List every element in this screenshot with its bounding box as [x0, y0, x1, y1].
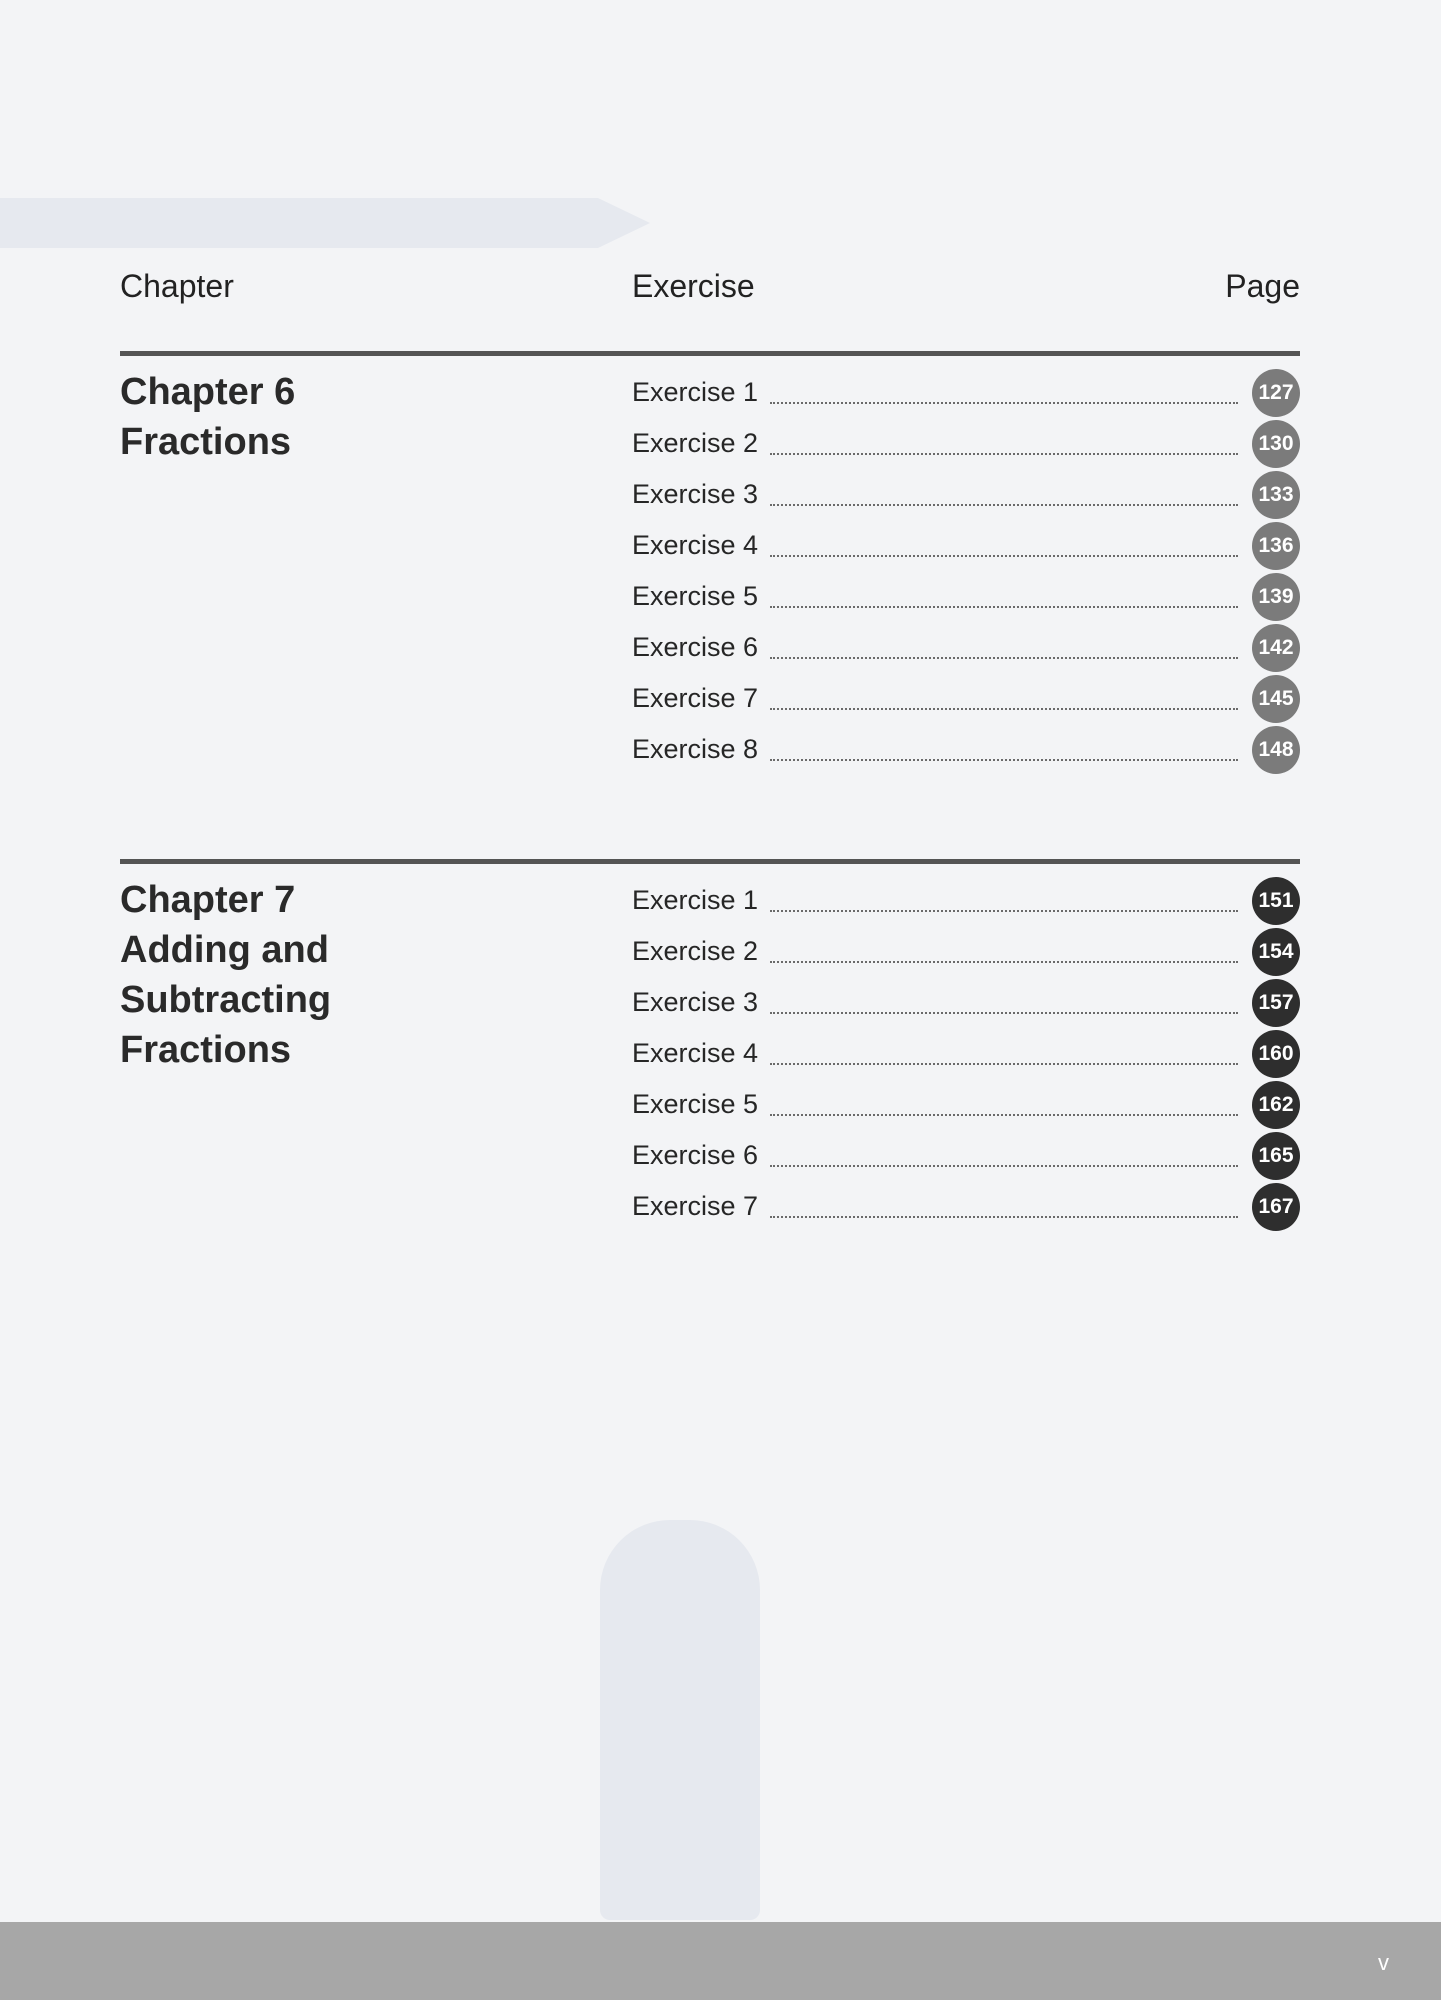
chapter-title-line: Fractions: [120, 1029, 292, 1071]
exercise-label: Exercise 8: [632, 734, 759, 764]
footer-bar: [0, 1922, 1441, 2000]
exercise-row[interactable]: [632, 622, 1300, 673]
page-badge: 145: [1252, 675, 1300, 723]
exercise-label: Exercise 2: [632, 428, 759, 458]
exercise-row[interactable]: [632, 520, 1300, 571]
exercise-label: Exercise 5: [632, 1089, 759, 1119]
header-chapter: Chapter: [120, 268, 234, 304]
chapter-title: [120, 875, 590, 1075]
exercise-label: Exercise 2: [632, 936, 759, 966]
chapter-title: [120, 367, 590, 467]
page-badge: 139: [1252, 573, 1300, 621]
exercise-row[interactable]: [632, 367, 1300, 418]
exercise-label: Exercise 3: [632, 479, 759, 509]
page-badge: 151: [1252, 877, 1300, 925]
dot-leader: [770, 1012, 1238, 1014]
exercise-row[interactable]: [632, 724, 1300, 775]
dot-leader: [770, 1063, 1238, 1065]
exercise-label: Exercise 3: [632, 987, 759, 1017]
page-badge: 167: [1252, 1183, 1300, 1231]
exercise-row[interactable]: [632, 1028, 1300, 1079]
dot-leader: [770, 504, 1238, 506]
dot-leader: [770, 1165, 1238, 1167]
dot-leader: [770, 708, 1238, 710]
dot-leader: [770, 453, 1238, 455]
exercise-row[interactable]: [632, 977, 1300, 1028]
exercise-row[interactable]: [632, 926, 1300, 977]
dot-leader: [770, 910, 1238, 912]
dot-leader: [770, 606, 1238, 608]
dot-leader: [770, 657, 1238, 659]
exercise-label: Exercise 7: [632, 683, 759, 713]
page-badge: 154: [1252, 928, 1300, 976]
dot-leader: [770, 759, 1238, 761]
dot-leader: [770, 402, 1238, 404]
chapter-title-line: Fractions: [120, 421, 292, 463]
page-number: v: [1378, 1950, 1389, 1975]
header-exercise: Exercise: [632, 268, 755, 304]
section-divider: [120, 351, 1300, 356]
exercise-label: Exercise 6: [632, 1140, 759, 1170]
exercise-row[interactable]: [632, 418, 1300, 469]
chapter-title-line: Chapter 6: [120, 371, 296, 413]
exercise-label: Exercise 6: [632, 632, 759, 662]
page-badge: 157: [1252, 979, 1300, 1027]
exercise-label: Exercise 5: [632, 581, 759, 611]
exercise-label: Exercise 4: [632, 530, 759, 560]
page-badge: 160: [1252, 1030, 1300, 1078]
exercise-label: Exercise 7: [632, 1191, 759, 1221]
page-badge: 127: [1252, 369, 1300, 417]
ghost-figure: [600, 1520, 760, 1920]
page-badge: 165: [1252, 1132, 1300, 1180]
page-badge: 133: [1252, 471, 1300, 519]
exercise-label: Exercise 1: [632, 885, 759, 915]
chapter-title-line: Chapter 7: [120, 879, 296, 921]
page-badge: 130: [1252, 420, 1300, 468]
ghost-banner: [0, 198, 650, 248]
exercise-row[interactable]: [632, 1181, 1300, 1232]
page-badge: 136: [1252, 522, 1300, 570]
exercise-row[interactable]: [632, 469, 1300, 520]
dot-leader: [770, 1114, 1238, 1116]
dot-leader: [770, 961, 1238, 963]
chapter-title-line: Subtracting: [120, 979, 332, 1021]
dot-leader: [770, 1216, 1238, 1218]
exercise-row[interactable]: [632, 1079, 1300, 1130]
page-badge: 162: [1252, 1081, 1300, 1129]
exercise-label: Exercise 1: [632, 377, 759, 407]
contents-header: [120, 268, 1300, 318]
exercise-row[interactable]: [632, 875, 1300, 926]
page-badge: 142: [1252, 624, 1300, 672]
dot-leader: [770, 555, 1238, 557]
exercise-label: Exercise 4: [632, 1038, 759, 1068]
chapter-title-line: Adding and: [120, 929, 329, 971]
exercise-list: [632, 875, 1300, 1232]
exercise-row[interactable]: [632, 1130, 1300, 1181]
section-divider: [120, 859, 1300, 864]
exercise-row[interactable]: [632, 673, 1300, 724]
page-badge: 148: [1252, 726, 1300, 774]
exercise-list: [632, 367, 1300, 775]
header-page: Page: [1225, 268, 1300, 304]
exercise-row[interactable]: [632, 571, 1300, 622]
